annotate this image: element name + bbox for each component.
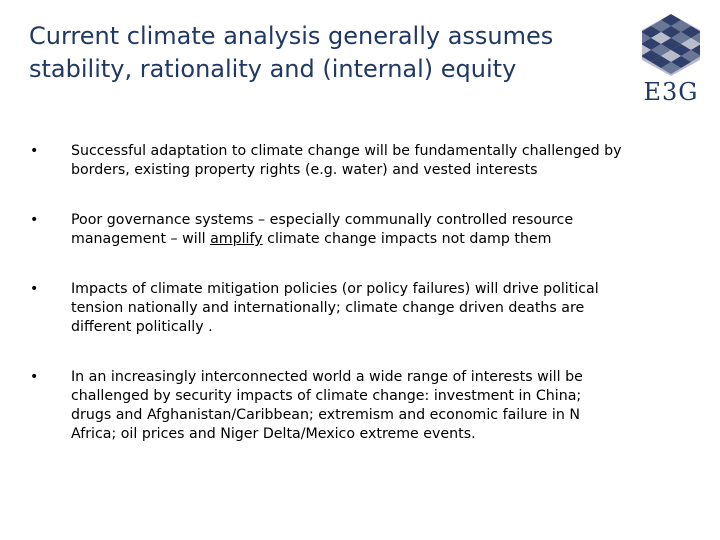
bullet-marker: • <box>30 212 39 228</box>
slide-title-line-2: stability, rationality and (internal) equity <box>29 55 517 83</box>
slide-title <box>29 20 609 86</box>
bullet-text-line: Africa; oil prices and Niger Delta/Mexico extreme events. <box>71 426 476 442</box>
bullet-marker: • <box>30 281 39 297</box>
bullet-item <box>30 211 695 249</box>
bullet-text-line: borders, existing property rights (e.g. water) and vested interests <box>71 162 538 178</box>
bullet-text-line <box>71 230 695 249</box>
bullet-text-line: In an increasingly interconnected world a wide range of interests will be <box>71 369 583 385</box>
bullet-text-line: challenged by security impacts of climate change: investment in China; <box>71 388 582 404</box>
bullet-item <box>30 142 695 180</box>
bullet-text-line: Impacts of climate mitigation policies (or policy failures) will drive political <box>71 281 599 297</box>
slide-title-line-1: Current climate analysis generally assumes <box>29 22 554 50</box>
bullet-marker: • <box>30 143 39 159</box>
bullet-text-line: Poor governance systems – especially communally controlled resource <box>71 212 574 228</box>
bullet-text-segment: management – will <box>71 231 211 247</box>
bullet-list <box>30 142 695 475</box>
bullet-text-line: different politically . <box>71 319 213 335</box>
bullet-marker: • <box>30 369 39 385</box>
bullet-text-line: drugs and Afghanistan/Caribbean; extremism and economic failure in N <box>71 407 580 423</box>
bullet-text-segment: climate change impacts not damp them <box>262 231 552 247</box>
bullet-item <box>30 368 695 444</box>
e3g-logo <box>636 12 706 112</box>
bullet-item <box>30 280 695 337</box>
hexagon-cube-pattern-icon <box>636 12 706 76</box>
underlined-word: amplify <box>210 231 263 247</box>
bullet-text-line: tension nationally and internationally; climate change driven deaths are <box>71 300 585 316</box>
logo-text: E3G <box>643 78 699 106</box>
bullet-text-line: Successful adaptation to climate change will be fundamentally challenged by <box>71 143 622 159</box>
